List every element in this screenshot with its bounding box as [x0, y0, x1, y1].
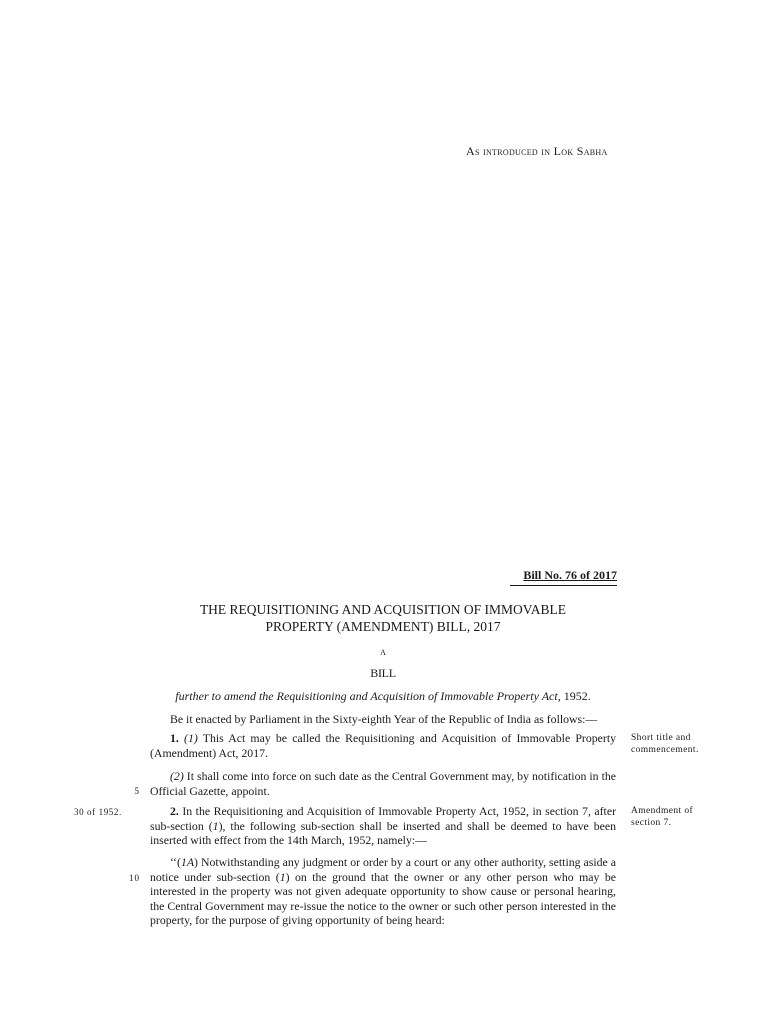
margin-note-short-title: Short title and commencement. — [631, 733, 699, 755]
section-2-text-a: In the Requisitioning and Acquisition of Immovable Property Act, 1952, in section 7, after sub-section ( — [150, 804, 616, 833]
section-2-text — [150, 804, 616, 848]
section-2-text-b: ), the following sub-section shall be inserted and shall be deemed to have been inserted with effect from the 14th March, 1952, namely:— — [150, 818, 616, 847]
inserted-subsection-1a — [150, 855, 616, 928]
line-number-10: 10 — [129, 873, 140, 883]
section-1-sub-1-text: This Act may be called the Requisitioning and Acquisition of Immovable Property (Amendment) Act, 2017. — [150, 731, 616, 760]
long-title-text: further to amend the Requisitioning and Acquisition of Immovable Property Act, — [175, 689, 561, 703]
inserted-text-a: ) Notwithstanding any judgment or order by a court or any other authority, setting aside a notice under sub-section ( — [150, 855, 616, 884]
bill-word: BILL — [370, 666, 396, 680]
section-1-sub-2-text: It shall come into force on such date as the Central Government may, by notification in the Official Gazette, appoint. — [150, 769, 617, 798]
article-a: A — [380, 648, 386, 657]
section-2-sub-ref: 1 — [212, 818, 219, 833]
bill-title — [150, 601, 616, 635]
margin-note-amendment: Amendment of section 7. — [631, 806, 694, 828]
section-1-sub-2-label: (2) — [170, 769, 184, 783]
bill-number-rule — [510, 585, 617, 586]
section-2-number: 2. — [170, 804, 179, 818]
section-1-number: 1. — [170, 731, 179, 745]
long-title — [150, 689, 616, 704]
bill-title-line-1: THE REQUISITIONING AND ACQUISITION OF IMMOVABLE — [199, 602, 567, 617]
inserted-sub-ref: 1 — [279, 869, 286, 884]
bill-title-line-2: PROPERTY (AMENDMENT) BILL, 2017 — [265, 619, 501, 634]
long-title-year: 1952. — [563, 689, 591, 703]
introduction-status: As introduced in Lok Sabha — [466, 144, 608, 158]
bill-number: Bill No. 76 of 2017 — [523, 568, 617, 582]
line-number-5: 5 — [134, 786, 140, 796]
act-reference-1952: 30 of 1952. — [74, 807, 122, 817]
section-1-subsection-2 — [150, 769, 616, 798]
section-1-subsection-1 — [150, 731, 616, 760]
inserted-text-b: ) on the ground that the owner or any other person who may be interested in the property was not given adequate opportunity to show cause or personal hearing, the Central Government may re-issue the notice to the owner or such other person interested in the property, for the purpose of giving opportunity of being heard: — [150, 869, 616, 927]
inserted-open-quote: ‘‘( — [170, 855, 181, 869]
section-1-sub-1-label: (1) — [184, 731, 198, 745]
enacting-formula: Be it enacted by Parliament in the Sixty-eighth Year of the Republic of India as follows:— — [170, 712, 598, 726]
inserted-label: 1A — [180, 855, 195, 869]
